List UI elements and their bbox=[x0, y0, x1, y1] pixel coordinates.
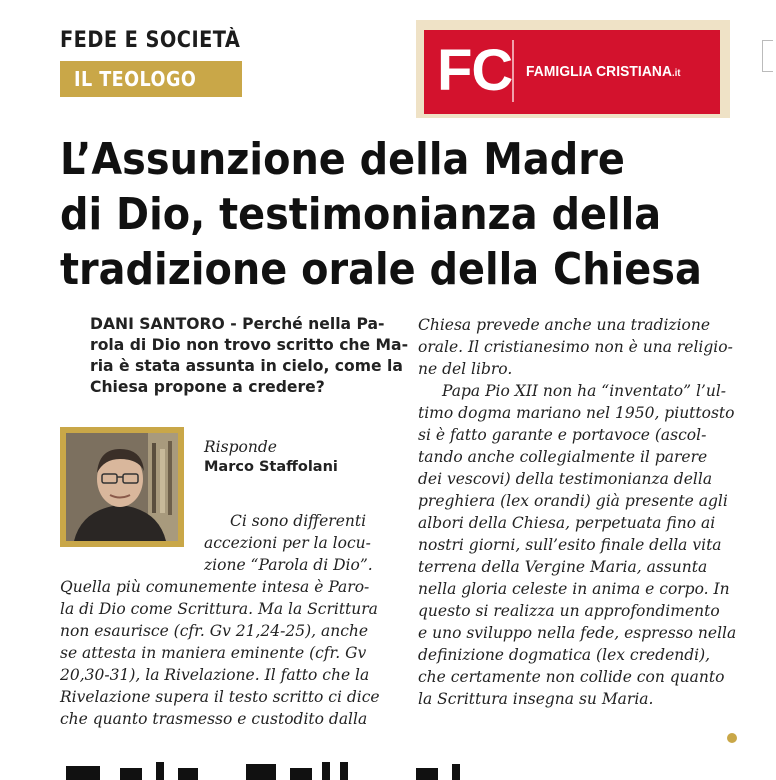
end-of-article-dot bbox=[727, 733, 737, 743]
body-line: la di Dio come Scrittura. Ma la Scrittura bbox=[60, 600, 378, 618]
logo-name bbox=[526, 63, 681, 80]
body-line: Rivelazione supera il testo scritto ci dice bbox=[60, 688, 380, 706]
body-line: ne del libro. bbox=[418, 360, 513, 378]
body-line: tando anche collegialmente il parere bbox=[418, 448, 708, 466]
body-line: non esaurisce (cfr. Gv 21,24-25), anche bbox=[60, 622, 369, 640]
body-line: albori della Chiesa, perpetuata fino ai bbox=[418, 514, 716, 532]
reader-question bbox=[90, 314, 409, 398]
body-line: orale. Il cristianesimo non è una religio- bbox=[418, 338, 733, 356]
column-tag bbox=[60, 61, 242, 97]
section-title: FEDE E SOCIETÀ bbox=[60, 28, 241, 53]
logo-suffix: .it bbox=[672, 68, 681, 79]
body-line: terrena della Vergine Maria, assunta bbox=[418, 558, 708, 576]
body-line: Quella più comunemente intesa è Paro- bbox=[60, 578, 370, 596]
logo-divider bbox=[512, 40, 514, 102]
article-headline bbox=[60, 132, 702, 297]
body-line: Chiesa prevede anche una tradizione bbox=[418, 316, 711, 334]
article-column-left bbox=[60, 510, 386, 730]
body-line: e uno sviluppo nella fede, espresso nella bbox=[418, 624, 737, 642]
body-line: che certamente non collide con quanto bbox=[418, 668, 725, 686]
body-line: questo si realizza un approfondimento bbox=[418, 602, 720, 620]
body-line: zione “Parola di Dio”. bbox=[204, 556, 373, 574]
question-line: DANI SANTORO - Perché nella Pa- bbox=[90, 315, 385, 333]
column-tag-label: IL TEOLOGO bbox=[74, 67, 197, 91]
body-line: definizione dogmatica (lex credendi), bbox=[418, 646, 711, 664]
logo-name-text: FAMIGLIA CRISTIANA bbox=[526, 63, 673, 80]
article-column-right bbox=[418, 314, 744, 710]
logo-mark: FC bbox=[437, 38, 513, 103]
body-line: preghiera (lex orandi) già presente agli bbox=[418, 492, 728, 510]
body-line: nella gloria celeste in anima e corpo. In bbox=[418, 580, 730, 598]
body-line: se attesta in maniera eminente (cfr. Gv bbox=[60, 644, 367, 662]
question-line: ria è stata assunta in cielo, come la bbox=[90, 357, 403, 375]
body-line: 20,30-31), la Rivelazione. Il fatto che la bbox=[60, 666, 370, 684]
body-line: si è fatto garante e portavoce (ascol- bbox=[418, 426, 707, 444]
headline-line: L’Assunzione della Madre bbox=[60, 134, 625, 185]
body-line: nostri giorni, sull’esito finale della vita bbox=[418, 536, 722, 554]
responds-label: Risponde bbox=[204, 438, 277, 456]
headline-line: di Dio, testimonianza della bbox=[60, 189, 662, 240]
question-line: Chiesa propone a credere? bbox=[90, 378, 325, 396]
body-line: che quanto trasmesso e custodito dalla bbox=[60, 710, 368, 728]
body-line: Ci sono differenti bbox=[230, 512, 367, 530]
body-line: timo dogma mariano nel 1950, piuttosto bbox=[418, 404, 735, 422]
question-line: rola di Dio non trovo scritto che Ma- bbox=[90, 336, 409, 354]
headline-line: tradizione orale della Chiesa bbox=[60, 244, 702, 295]
cropped-heading-glyphs bbox=[60, 758, 760, 780]
next-article-heading-cropped bbox=[60, 758, 760, 780]
body-line: Papa Pio XII non ha “inventato” l’ul- bbox=[442, 382, 727, 400]
author-name: Marco Staffolani bbox=[204, 459, 338, 475]
body-line: accezioni per la locu- bbox=[204, 534, 371, 552]
page-edge-mark bbox=[762, 40, 773, 72]
body-line: la Scrittura insegna su Maria. bbox=[418, 690, 654, 708]
body-line: dei vescovi) della testimonianza della bbox=[418, 470, 713, 488]
